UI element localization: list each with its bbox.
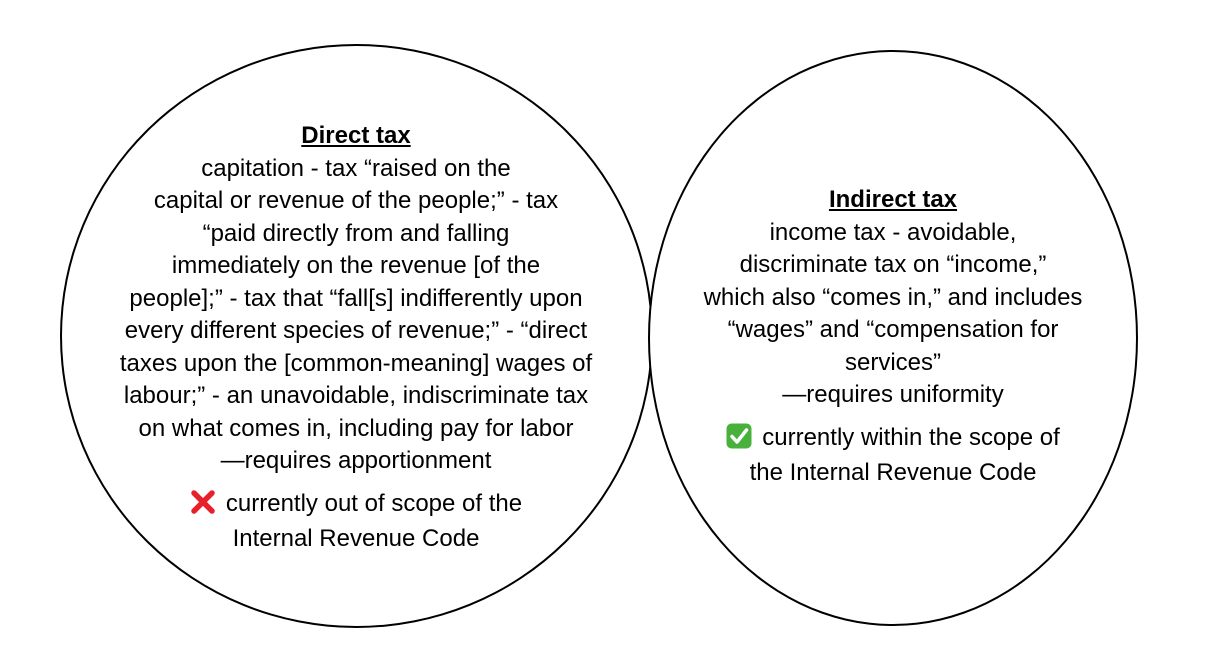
indirect-tax-status [660, 420, 1126, 490]
indirect-tax-content [660, 184, 1126, 490]
direct-tax-line: every different species of revenue;” - “direct [124, 317, 588, 344]
direct-tax-line: capitation - tax “raised on the [201, 154, 511, 182]
direct-tax-line: labour;” - an unavoidable, indiscriminate tax [123, 382, 589, 409]
direct-tax-line: —requires apportionment [220, 447, 492, 474]
check-box-bg [727, 423, 752, 448]
direct-tax-line: taxes upon the [common-meaning] wages of [119, 349, 593, 377]
indirect-tax-line: income tax - avoidable, [769, 218, 1017, 246]
direct-tax-line: capital or revenue of the people;” - tax [153, 187, 559, 214]
indirect-tax-line: discriminate tax on “income,” [739, 251, 1047, 278]
indirect-tax-status-line: the Internal Revenue Code [749, 458, 1037, 486]
direct-tax-line: “paid directly from and falling [202, 219, 510, 247]
cross-mark-icon [190, 489, 216, 515]
indirect-tax-line: services” [844, 348, 941, 376]
direct-tax-status-line: Internal Revenue Code [232, 524, 480, 552]
indirect-tax-line: which also “comes in,” and includes [703, 283, 1083, 311]
indirect-tax-title: Indirect tax [828, 186, 958, 213]
indirect-tax-line: —requires uniformity [782, 381, 1004, 408]
indirect-tax-status-line: currently within the scope of [762, 423, 1060, 451]
direct-tax-status-line: currently out of scope of the [225, 489, 523, 517]
indirect-tax-line: “wages” and “compensation for [727, 316, 1059, 343]
direct-tax-status [66, 486, 646, 556]
direct-tax-line: on what comes in, including pay for labor [138, 414, 574, 442]
check-mark-button-icon [726, 423, 752, 449]
direct-tax-content [66, 120, 646, 556]
direct-tax-title: Direct tax [301, 122, 411, 149]
direct-tax-line: immediately on the revenue [of the [171, 252, 541, 279]
direct-tax-line: people];” - tax that “fall[s] indifferently upon [129, 284, 583, 312]
cross-mark-stroke [194, 493, 212, 511]
